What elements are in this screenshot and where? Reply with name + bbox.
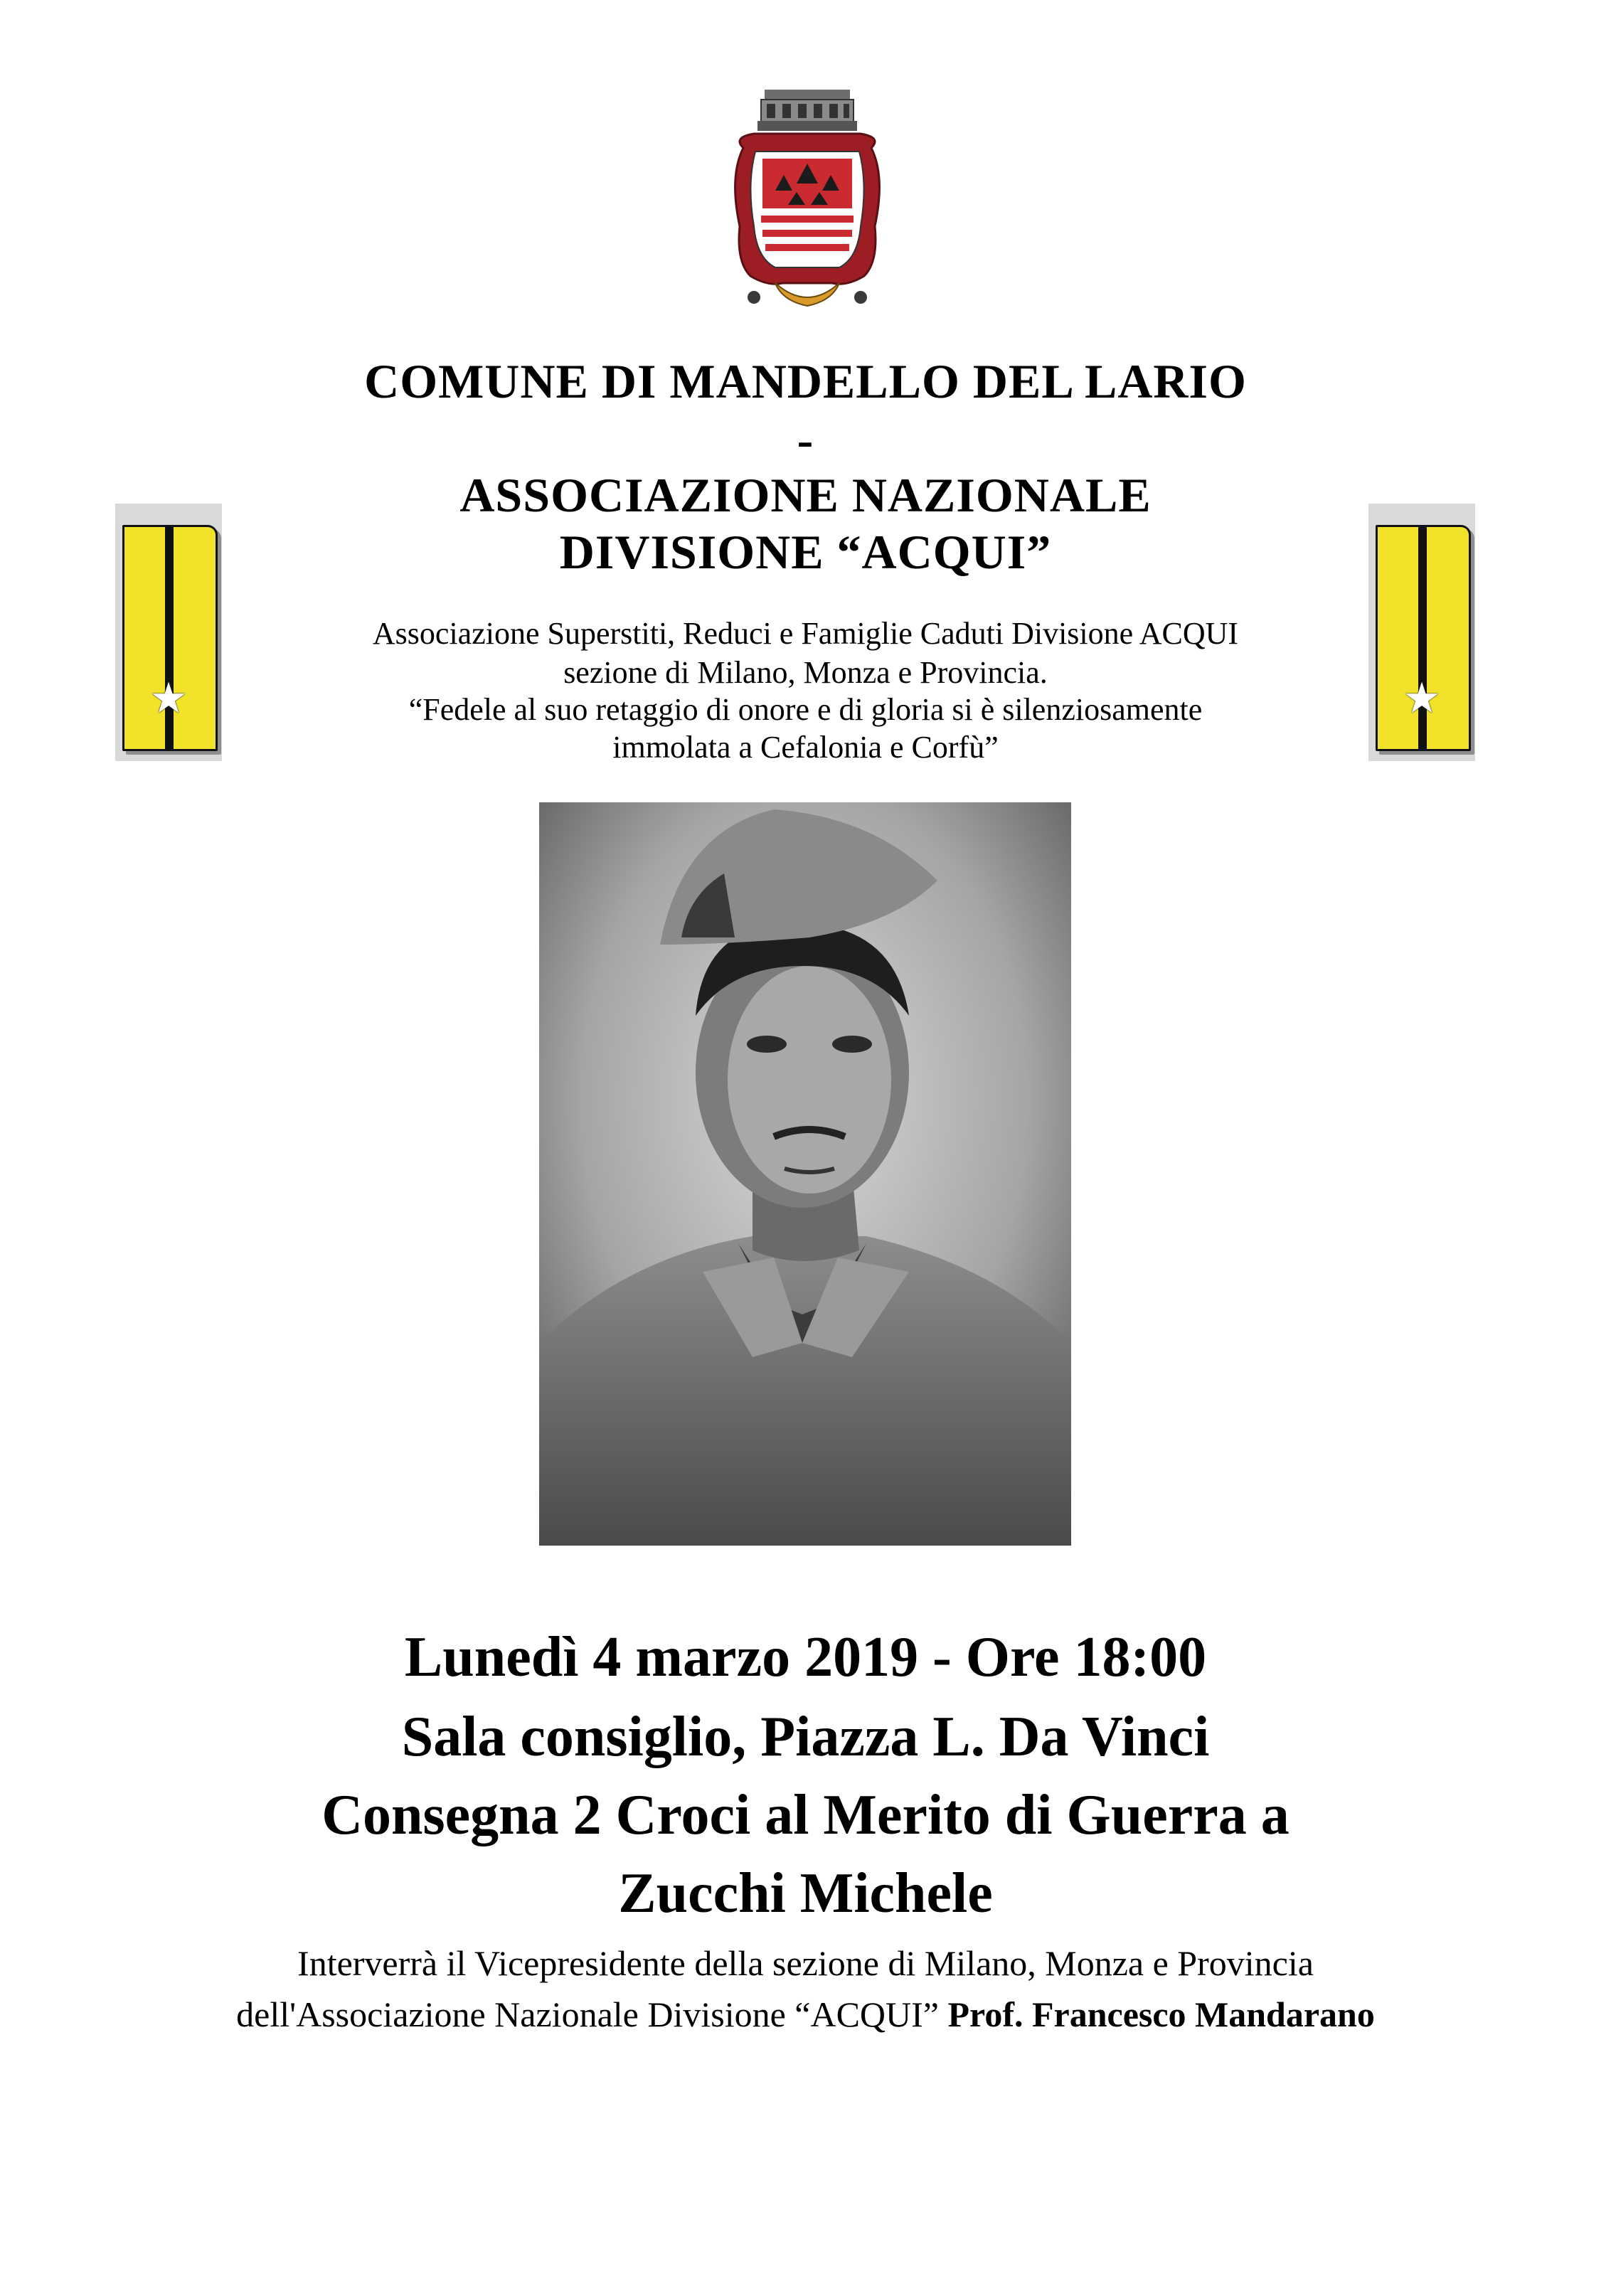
subtitle-quote-line-1: “Fedele al suo retaggio di onore e di gloria si è silenziosamente: [408, 692, 1203, 727]
title-separator: -: [797, 413, 814, 467]
subtitle-quote-line-2: immolata a Cefalonia e Corfù”: [612, 730, 999, 765]
footer-line-2-prefix: dell'Associazione Nazionale Divisione “ACQUI”: [236, 1994, 948, 2034]
event-recipient: Zucchi Michele: [618, 1862, 993, 1925]
soldier-portrait-photo: [539, 802, 1071, 1546]
star-icon: ★: [1403, 674, 1441, 723]
event-date-time: Lunedì 4 marzo 2019 - Ore 18:00: [404, 1626, 1207, 1689]
footer-line-2: [0, 1992, 1611, 2037]
title-comune: COMUNE DI MANDELLO DEL LARIO: [364, 354, 1247, 408]
star-icon: ★: [149, 674, 188, 723]
event-award: Consegna 2 Croci al Merito di Guerra a: [321, 1784, 1290, 1846]
coat-of-arms-icon: [725, 84, 889, 315]
speaker-name: Prof. Francesco Mandarano: [947, 1994, 1375, 2034]
title-divisione: DIVISIONE “ACQUI”: [559, 525, 1052, 579]
footer-line-1: Interverrà il Vicepresidente della sezione di Milano, Monza e Provincia: [297, 1943, 1314, 1983]
event-location: Sala consiglio, Piazza L. Da Vinci: [401, 1706, 1210, 1768]
subtitle-line-1: Associazione Superstiti, Reduci e Famiglie Caduti Divisione ACQUI: [372, 616, 1239, 651]
title-associazione: ASSOCIAZIONE NAZIONALE: [459, 468, 1152, 522]
subtitle-line-2: sezione di Milano, Monza e Provincia.: [563, 655, 1048, 690]
